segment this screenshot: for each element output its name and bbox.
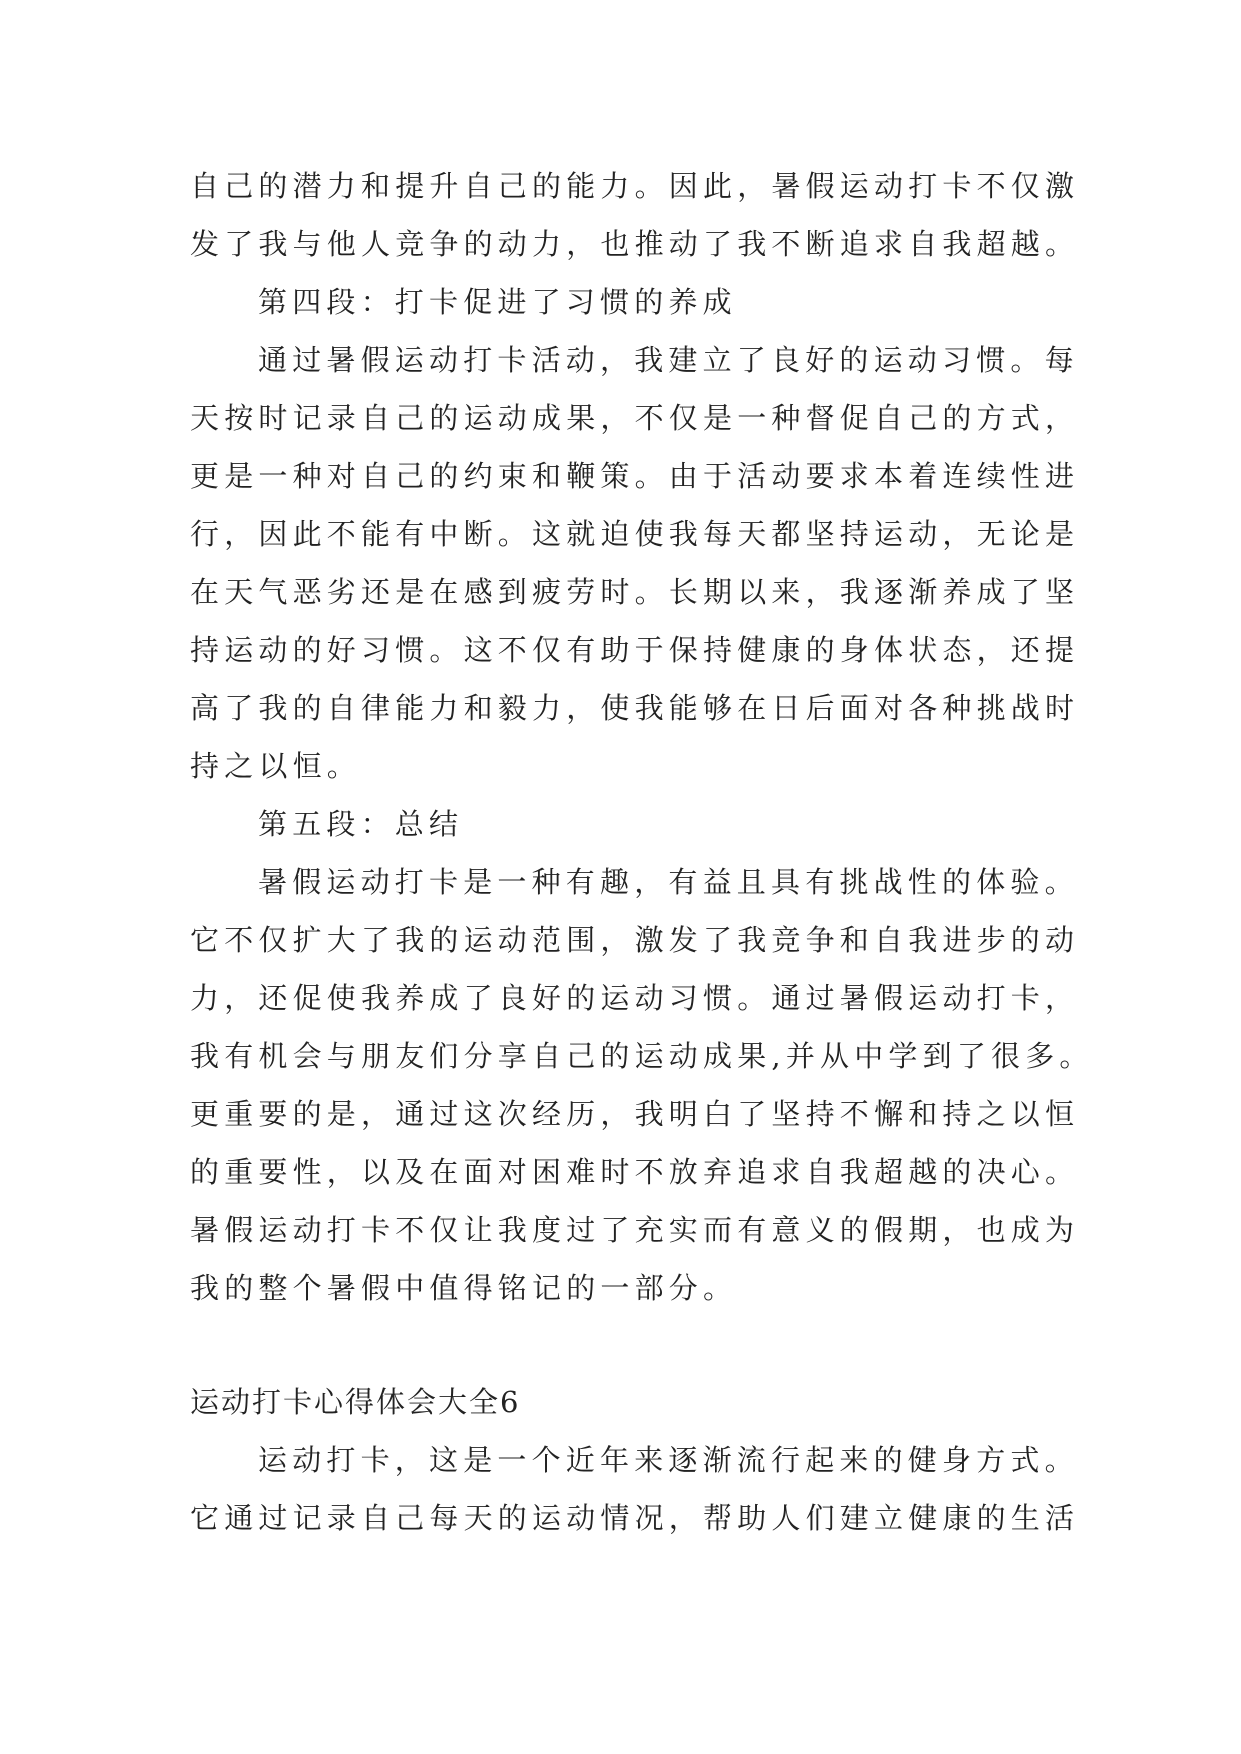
paragraph-first-line: 通过暑假运动打卡活动，我建立了良好的运动习惯。每 — [258, 343, 1079, 377]
section-heading: 第五段：总结 — [258, 807, 464, 841]
body-line: 我的整个暑假中值得铭记的一部分。 — [190, 1271, 738, 1305]
body-line: 暑假运动打卡不仅让我度过了充实而有意义的假期，也成为 — [190, 1213, 1080, 1247]
body-line: 发了我与他人竞争的动力，也推动了我不断追求自我超越。 — [190, 227, 1080, 261]
body-line: 持之以恒。 — [190, 749, 362, 783]
body-line: 它通过记录自己每天的运动情况，帮助人们建立健康的生活 — [190, 1501, 1080, 1535]
body-line: 的重要性，以及在面对困难时不放弃追求自我超越的决心。 — [190, 1155, 1080, 1189]
body-line: 天按时记录自己的运动成果，不仅是一种督促自己的方式， — [190, 401, 1080, 435]
section-heading: 第四段：打卡促进了习惯的养成 — [258, 285, 737, 319]
body-line: 更重要的是，通过这次经历，我明白了坚持不懈和持之以恒 — [190, 1097, 1080, 1131]
body-line: 力，还促使我养成了良好的运动习惯。通过暑假运动打卡， — [190, 981, 1080, 1015]
body-line: 行，因此不能有中断。这就迫使我每天都坚持运动，无论是 — [190, 517, 1080, 551]
body-line: 更是一种对自己的约束和鞭策。由于活动要求本着连续性进 — [190, 459, 1080, 493]
paragraph-first-line: 暑假运动打卡是一种有趣，有益且具有挑战性的体验。 — [258, 865, 1079, 899]
paragraph-first-line: 运动打卡，这是一个近年来逐渐流行起来的健身方式。 — [258, 1443, 1079, 1477]
body-line: 持运动的好习惯。这不仅有助于保持健康的身体状态，还提 — [190, 633, 1080, 667]
article-title: 运动打卡心得体会大全6 — [190, 1385, 521, 1419]
body-line: 在天气恶劣还是在感到疲劳时。长期以来，我逐渐养成了坚 — [190, 575, 1080, 609]
body-line: 我有机会与朋友们分享自己的运动成果,并从中学到了很多。 — [190, 1039, 1094, 1073]
body-line: 它不仅扩大了我的运动范围，激发了我竞争和自我进步的动 — [190, 923, 1080, 957]
body-line: 高了我的自律能力和毅力，使我能够在日后面对各种挑战时 — [190, 691, 1080, 725]
body-line: 自己的潜力和提升自己的能力。因此，暑假运动打卡不仅激 — [190, 169, 1080, 203]
